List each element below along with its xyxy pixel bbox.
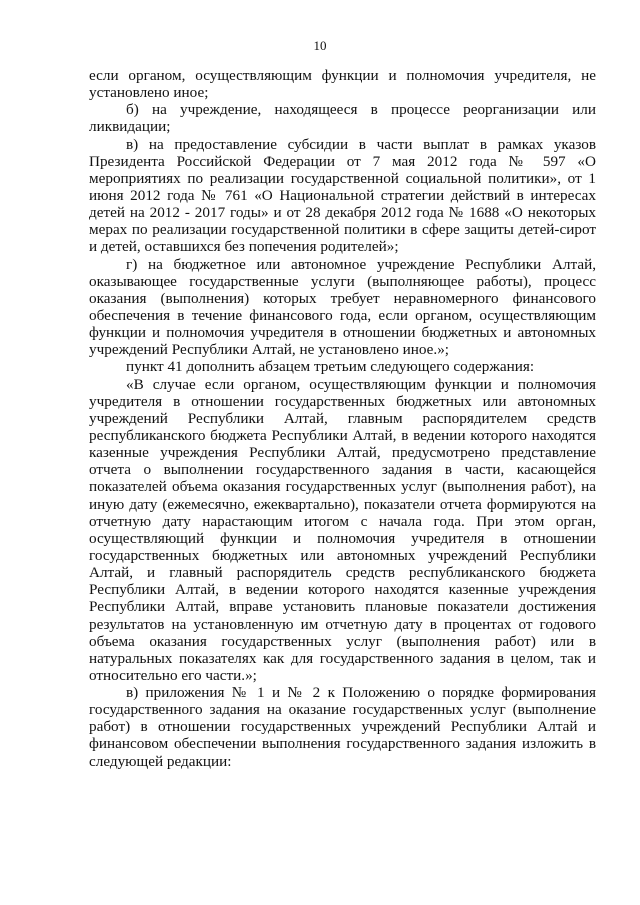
text-line: Президента Российской Федерации от 7 мая 2012 года № 597 «О xyxy=(89,152,596,170)
text-line: мероприятиях по реализации государственной социальной политики», от 1 xyxy=(89,169,596,187)
text-line: детей на 2012 - 2017 годы» и от 28 декабря 2012 года № 1688 «О некоторых xyxy=(89,204,596,222)
text-line: осуществляющий функции и полномочия учредителя в отношении xyxy=(89,529,596,547)
text-line: учреждений Республики Алтай, главным распорядителем средств xyxy=(89,409,596,427)
text-line: государственного задания на оказание государственных услуг (выполнение xyxy=(89,701,596,719)
text-line: Алтай, и главный распорядитель средств республиканского бюджета xyxy=(89,564,596,582)
text-line: следующей редакции: xyxy=(89,752,232,770)
text-line: обеспечения в течение финансового года, если органом, осуществляющим xyxy=(89,306,596,324)
text-line: результатов на установленную им отчетную дату в процентах от годового xyxy=(89,615,596,633)
text-line: иную дату (ежемесячно, ежеквартально), показатели отчета формируются на xyxy=(89,495,596,513)
text-line: республиканского бюджета Республики Алтай, в ведении которого находятся xyxy=(89,426,596,444)
text-line: г) на бюджетное или автономное учреждение Республики Алтай, xyxy=(126,255,596,273)
text-line: «В случае если органом, осуществляющим функции и полномочия xyxy=(126,375,596,393)
text-line: учредителя в отношении государственных бюджетных или автономных xyxy=(89,392,596,410)
text-line: работ) в отношении государственных учреждений Республики Алтай и xyxy=(89,718,596,736)
text-line: отчетную дату нарастающим итогом с начала года. При этом орган, xyxy=(89,512,596,530)
text-line: установлено иное; xyxy=(89,84,209,102)
text-line: оказания (выполнения) которых требует неравномерного финансового xyxy=(89,289,596,307)
text-line: в) приложения № 1 и № 2 к Положению о порядке формирования xyxy=(126,684,596,702)
text-line: в) на предоставление субсидии в части выплат в рамках указов xyxy=(126,135,596,153)
text-line: относительно его части.»; xyxy=(89,666,257,684)
text-line: б) на учреждение, находящееся в процессе реорганизации или xyxy=(126,101,596,119)
text-line: учреждений Республики Алтай, не установлено иное.»; xyxy=(89,341,450,359)
text-line: мерах по реализации государственной политики в сфере защиты детей-сирот xyxy=(89,221,596,239)
page-number: 10 xyxy=(313,38,327,53)
text-line: функции и полномочия учредителя в отношении бюджетных и автономных xyxy=(89,324,596,342)
text-line: Республики Алтай, вправе установить плановые показатели достижения xyxy=(89,598,596,616)
text-line: натуральных показателях как для государственного задания в целом, так и xyxy=(89,649,596,667)
text-line: оказывающее государственные услуги (выполняющее работы), процесс xyxy=(89,272,596,290)
text-line: и детей, оставшихся без попечения родителей»; xyxy=(89,238,399,256)
text-line: июня 2012 года № 761 «О Национальной стратегии действий в интересах xyxy=(89,186,596,204)
text-line: государственных бюджетных или автономных учреждений Республики xyxy=(89,546,596,564)
text-line: Республики Алтай, в ведении которого находятся казенные учреждения xyxy=(89,581,596,599)
text-line: если органом, осуществляющим функции и полномочия учредителя, не xyxy=(89,67,596,84)
text-line: объема оказания государственных услуг (выполнения работ) или в xyxy=(89,632,596,650)
document-body xyxy=(89,67,596,770)
text-line: отчета о выполнении государственного задания в части, касающейся xyxy=(89,461,596,479)
text-line: казенные учреждения Республики Алтай, предусмотрено представление xyxy=(89,444,596,462)
text-line: пункт 41 дополнить абзацем третьим следующего содержания: xyxy=(126,358,535,376)
text-line: показателей объема оказания государственных услуг (выполнения работ), на xyxy=(89,478,596,496)
text-line: ликвидации; xyxy=(89,118,171,136)
text-line: финансовом обеспечении выполнения государственного задания изложить в xyxy=(89,735,596,753)
